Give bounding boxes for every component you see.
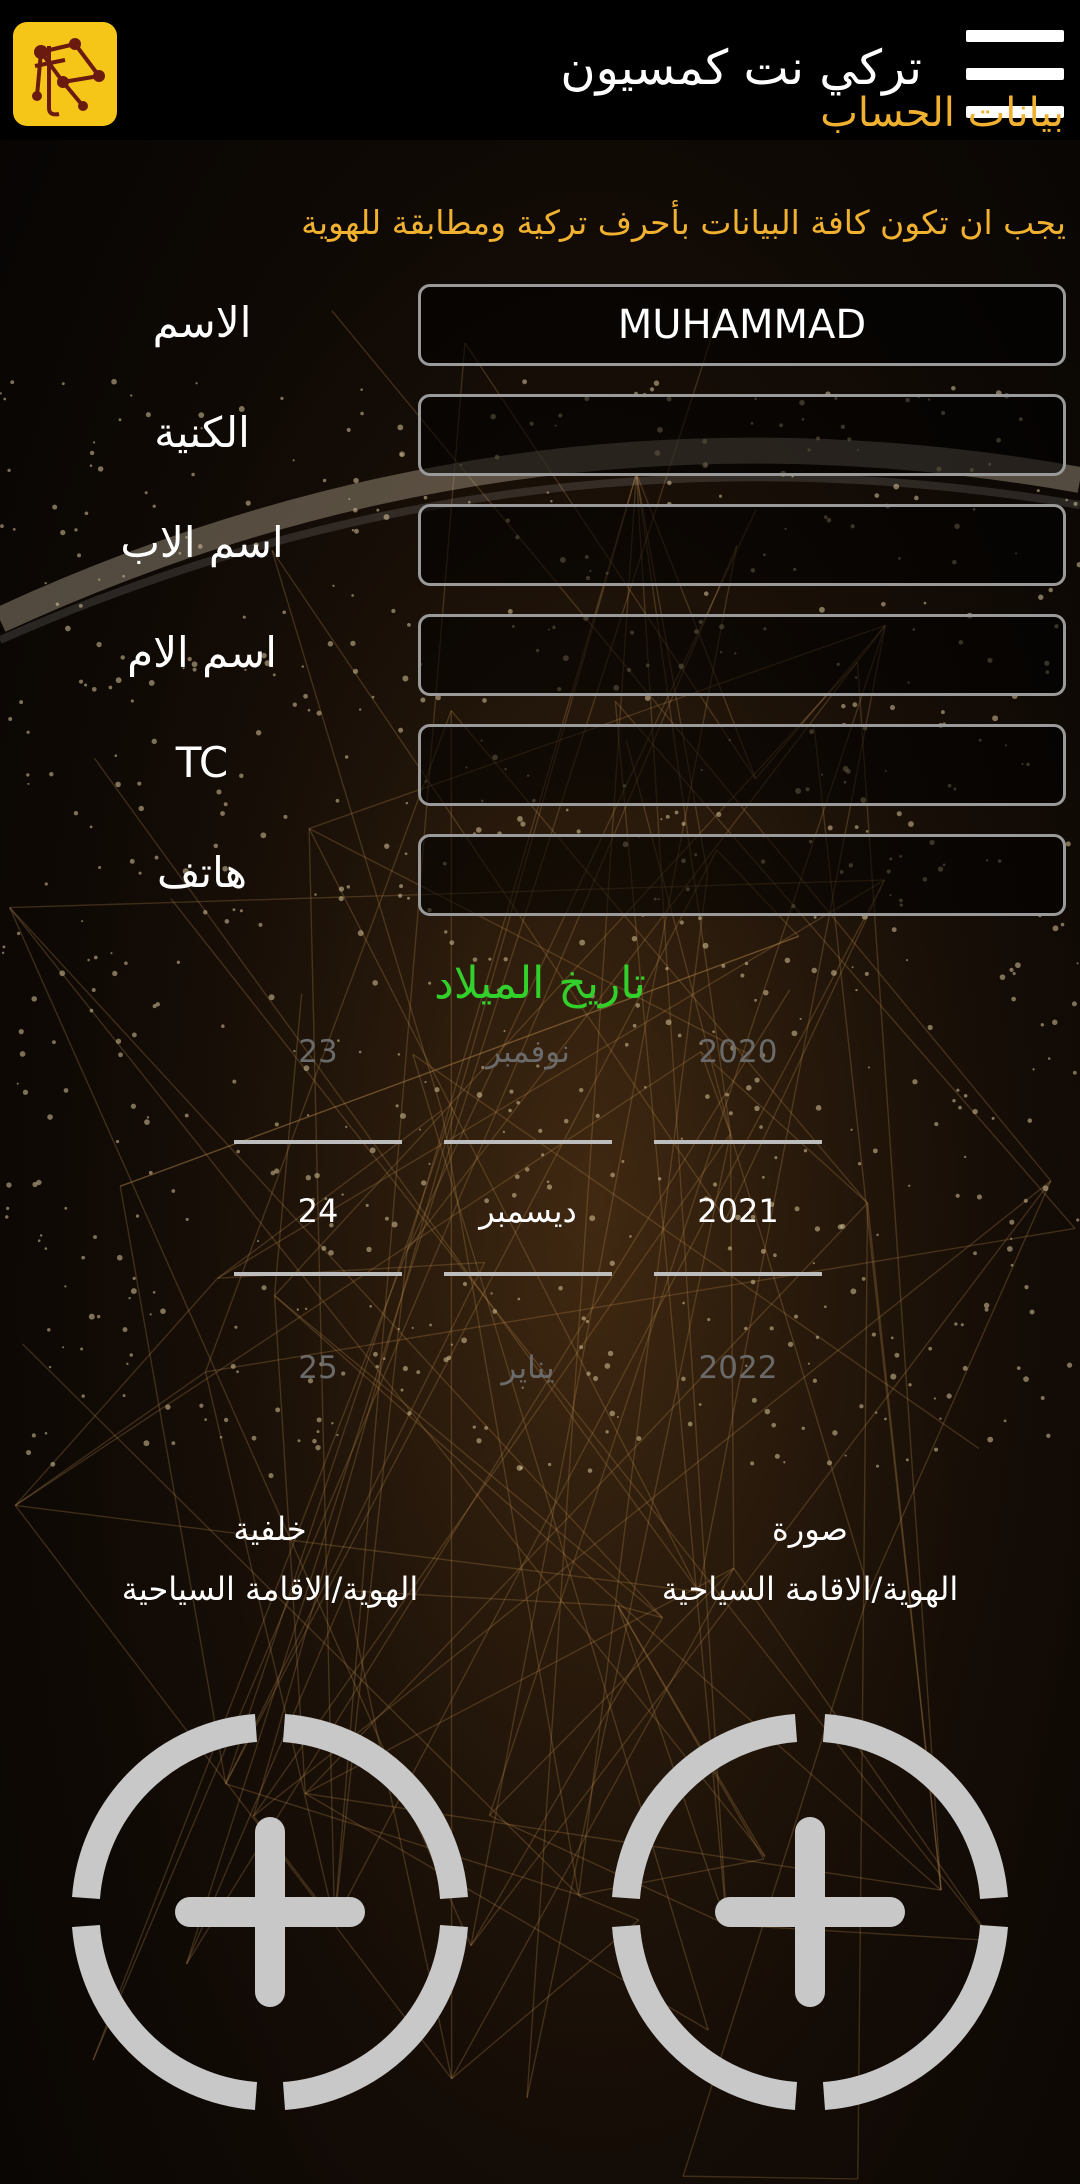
- phone-label: هاتف: [156, 848, 248, 897]
- tc-label: TC: [175, 738, 229, 787]
- day-prev[interactable]: 23: [298, 1034, 338, 1070]
- year-picker[interactable]: [654, 1020, 822, 1400]
- day-picker[interactable]: [234, 1020, 402, 1400]
- year-selected[interactable]: 2021: [697, 1192, 779, 1230]
- father-name-label: اسم الاب: [120, 518, 284, 567]
- add-circle-icon: [610, 1712, 1010, 2112]
- surname-label: الكنية: [154, 408, 250, 457]
- mother-name-input[interactable]: [418, 614, 1066, 696]
- id-front-title-line2: الهوية/الاقامة السياحية: [661, 1570, 959, 1608]
- month-picker[interactable]: [444, 1020, 612, 1400]
- day-divider-bottom: [234, 1272, 402, 1276]
- year-next[interactable]: 2022: [698, 1350, 778, 1386]
- logo-network-icon: [13, 22, 117, 126]
- father-name-input[interactable]: [418, 504, 1066, 586]
- add-circle-icon: [70, 1712, 470, 2112]
- day-selected[interactable]: 24: [297, 1192, 339, 1230]
- phone-input[interactable]: [418, 834, 1066, 916]
- data-notice: يجب ان تكون كافة البيانات بأحرف تركية ومطابقة للهوية: [301, 203, 1066, 242]
- month-divider-top: [444, 1140, 612, 1144]
- mother-name-label: اسم الام: [127, 628, 277, 677]
- birth-date-title: تاريخ الميلاد: [434, 958, 646, 1009]
- surname-input[interactable]: [418, 394, 1066, 476]
- first-name-input[interactable]: [418, 284, 1066, 366]
- scrolled-section-heading: بيانات الحساب: [820, 90, 1064, 136]
- year-divider-top: [654, 1140, 822, 1144]
- month-selected[interactable]: ديسمبر: [479, 1192, 577, 1230]
- app-title: تركي نت كمسيون: [560, 40, 922, 96]
- day-divider-top: [234, 1140, 402, 1144]
- month-divider-bottom: [444, 1272, 612, 1276]
- day-next[interactable]: 25: [298, 1350, 338, 1386]
- id-front-upload-button[interactable]: [610, 1712, 1010, 2112]
- tc-input[interactable]: [418, 724, 1066, 806]
- id-back-upload-button[interactable]: [70, 1712, 470, 2112]
- id-back-title-line1: خلفية: [233, 1510, 307, 1548]
- month-prev[interactable]: نوفمبر: [486, 1034, 570, 1070]
- month-next[interactable]: يناير: [501, 1350, 555, 1386]
- year-divider-bottom: [654, 1272, 822, 1276]
- year-prev[interactable]: 2020: [698, 1034, 778, 1070]
- first-name-label: الاسم: [152, 298, 252, 347]
- app-logo[interactable]: [13, 22, 117, 126]
- id-back-title-line2: الهوية/الاقامة السياحية: [121, 1570, 419, 1608]
- id-front-title-line1: صورة: [772, 1510, 848, 1548]
